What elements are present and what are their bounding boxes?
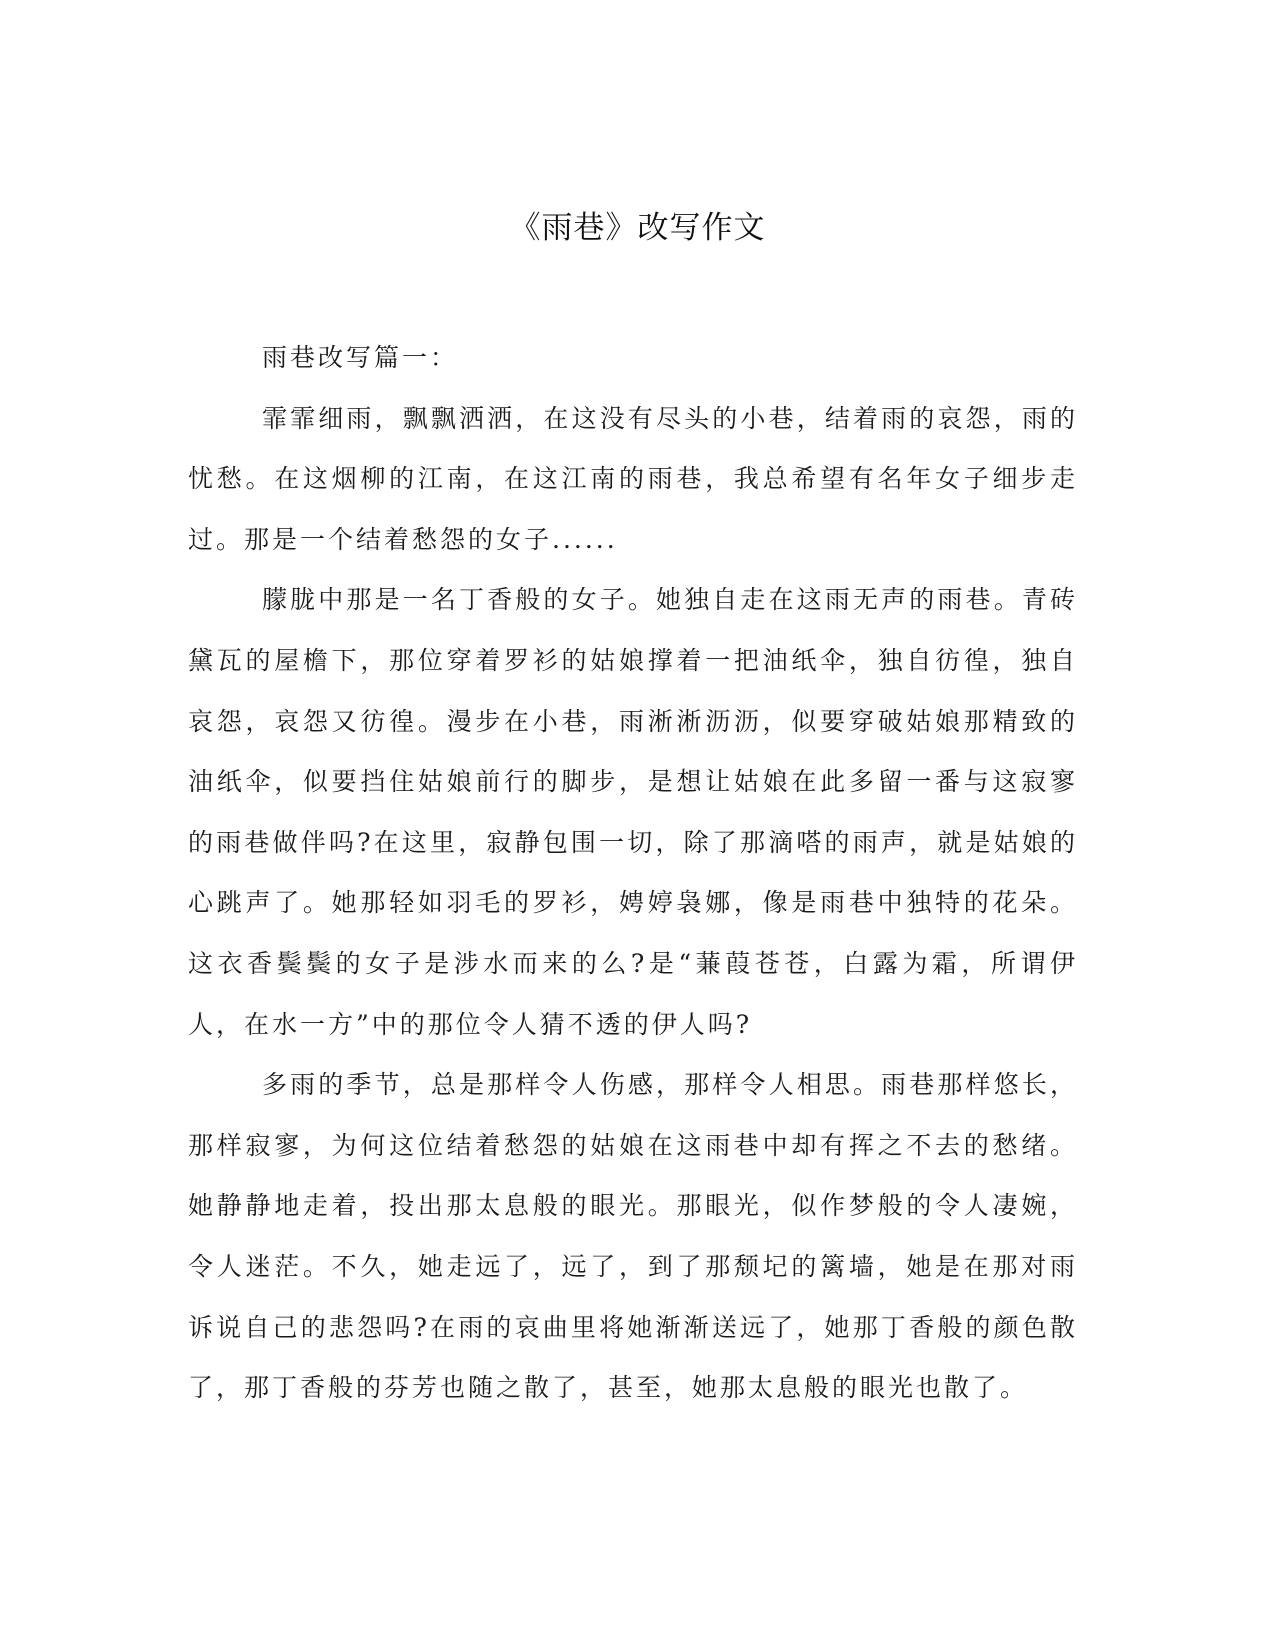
document-title: 《雨巷》改写作文: [509, 210, 766, 246]
document-body: [188, 328, 1078, 1419]
paragraph-section-heading: 雨巷改写篇一：: [262, 343, 459, 372]
paragraph: 霏霏细雨，飘飘洒洒，在这没有尽头的小巷，结着雨的哀怨，雨的忧愁。在这烟柳的江南，在这江南的雨巷，我总希望有名年女子细步走过。那是一个结着愁怨的女子......: [188, 403, 1078, 554]
paragraph: 多雨的季节，总是那样令人伤感，那样令人相思。雨巷那样悠长，那样寂寥，为何这位结着愁怨的姑娘在这雨巷中却有挥之不去的愁绪。她静静地走着，投出那太息般的眼光。那眼光，似作梦般的令人凄婉，令人迷茫。不久，她走远了，远了，到了那颓圮的篱墙，她是在那对雨诉说自己的悲怨吗?在雨的哀曲里将她渐渐送远了，她那丁香般的颜色散了，那丁香般的芬芳也随之散了，甚至，她那太息般的眼光也散了。: [188, 1070, 1078, 1403]
paragraph: 朦胧中那是一名丁香般的女子。她独自走在这雨无声的雨巷。青砖黛瓦的屋檐下，那位穿着罗衫的姑娘撑着一把油纸伞，独自彷徨，独自哀怨，哀怨又彷徨。漫步在小巷，雨淅淅沥沥，似要穿破姑娘那精致的油纸伞，似要挡住姑娘前行的脚步，是想让姑娘在此多留一番与这寂寥的雨巷做伴吗?在这里，寂静包围一切，除了那滴嗒的雨声，就是姑娘的心跳声了。她那轻如羽毛的罗衫，娉婷袅娜，像是雨巷中独特的花朵。这衣香鬓鬓的女子是涉水而来的么?是“蒹葭苍苍，白露为霜，所谓伊人，在水一方”中的那位令人猜不透的伊人吗?: [188, 585, 1078, 1039]
